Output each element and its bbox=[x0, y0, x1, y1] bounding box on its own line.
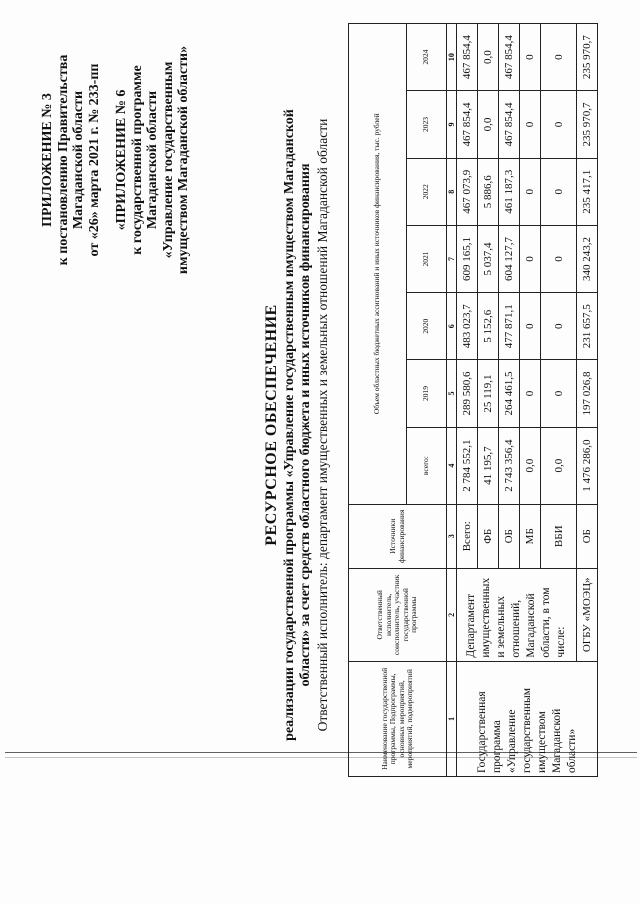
value-cell: 0 bbox=[541, 158, 577, 225]
annex-ref-line: Магаданской области bbox=[145, 90, 160, 230]
value-cell: 467 854,4 bbox=[499, 91, 520, 158]
executor-cell: ОГБУ «МОЭЦ» bbox=[577, 568, 598, 661]
value-cell: 0,0 bbox=[478, 24, 499, 91]
value-cell: 0 bbox=[520, 225, 541, 292]
value-cell: 0 bbox=[541, 293, 577, 360]
value-cell: 1 476 286,0 bbox=[577, 427, 598, 504]
value-cell: 197 026,8 bbox=[577, 360, 598, 427]
value-cell: 340 243,2 bbox=[577, 225, 598, 292]
value-cell: 0 bbox=[541, 91, 577, 158]
document-subtitle: реализации государственной программы «Управление государственным имуществом Магаданской bbox=[282, 109, 297, 741]
annex-ref-line: Магаданской области bbox=[71, 90, 86, 230]
column-number: 10 bbox=[447, 24, 457, 91]
value-cell: 0 bbox=[520, 24, 541, 91]
value-cell: 5 152,6 bbox=[478, 293, 499, 360]
column-number: 8 bbox=[447, 158, 457, 225]
value-cell: 289 580,6 bbox=[457, 360, 478, 427]
header-year: 2023 bbox=[407, 91, 447, 158]
header-source: Источники финансирования bbox=[349, 504, 447, 568]
value-cell: 477 871,1 bbox=[499, 293, 520, 360]
source-cell: Всего: bbox=[457, 504, 478, 568]
annex-ref-line: имуществом Магаданской области» bbox=[176, 45, 191, 275]
column-number: 9 bbox=[447, 91, 457, 158]
value-cell: 0 bbox=[541, 24, 577, 91]
column-number: 5 bbox=[447, 360, 457, 427]
source-cell: ВБИ bbox=[541, 504, 577, 568]
responsible-executor: Ответственный исполнитель: департамент имущественных и земельных отношений Магаданской области bbox=[315, 118, 330, 732]
header-year: 2024 bbox=[407, 24, 447, 91]
value-cell: 0 bbox=[520, 293, 541, 360]
header-program-name: Наименование государственной программы, Подпрограммы, основных мероприятий, мероприятий, подмероприятий bbox=[349, 661, 447, 776]
header-year: 2019 bbox=[407, 360, 447, 427]
column-number: 7 bbox=[447, 225, 457, 292]
annex-number: ПРИЛОЖЕНИЕ № 3 bbox=[40, 93, 55, 227]
value-cell: 461 187,3 bbox=[499, 158, 520, 225]
value-cell: 0 bbox=[541, 225, 577, 292]
value-cell: 0 bbox=[520, 91, 541, 158]
value-cell: 0,0 bbox=[541, 427, 577, 504]
annex-ref-line: к государственной программе bbox=[129, 65, 145, 255]
value-cell: 231 657,5 bbox=[577, 293, 598, 360]
value-cell: 264 461,5 bbox=[499, 360, 520, 427]
document-heading: РЕСУРСНОЕ ОБЕСПЕЧЕНИЕ bbox=[263, 304, 280, 546]
value-cell: 467 854,4 bbox=[457, 91, 478, 158]
annex-inner-number: «ПРИЛОЖЕНИЕ № 6 bbox=[114, 89, 129, 231]
source-cell: МБ bbox=[520, 504, 541, 568]
annex-ref-line: к постановлению Правительства bbox=[55, 54, 71, 266]
value-cell: 0,0 bbox=[520, 427, 541, 504]
resource-table bbox=[348, 23, 598, 777]
source-cell: ОБ bbox=[577, 504, 598, 568]
annex-ref-line: «Управление государственным bbox=[160, 61, 176, 259]
value-cell: 467 073,9 bbox=[457, 158, 478, 225]
header-year: 2020 bbox=[407, 293, 447, 360]
value-cell: 235 417,1 bbox=[577, 158, 598, 225]
value-cell: 5 886,6 bbox=[478, 158, 499, 225]
value-cell: 483 023,7 bbox=[457, 293, 478, 360]
value-cell: 235 970,7 bbox=[577, 91, 598, 158]
source-cell: ОБ bbox=[499, 504, 520, 568]
column-number: 3 bbox=[447, 504, 457, 568]
value-cell: 41 195,7 bbox=[478, 427, 499, 504]
value-cell: 604 127,7 bbox=[499, 225, 520, 292]
column-number: 1 bbox=[447, 661, 457, 776]
value-cell: 235 970,7 bbox=[577, 24, 598, 91]
value-cell: 0 bbox=[520, 360, 541, 427]
value-cell: 467 854,4 bbox=[457, 24, 478, 91]
annex-block bbox=[40, 25, 192, 295]
header-executor: Ответственный исполнитель, соисполнитель, участник государственной программы bbox=[349, 568, 447, 661]
executor-cell: Департамент имущественных и земельных отношений, Магаданской области, в том числе: bbox=[457, 568, 577, 661]
value-cell: 0 bbox=[520, 158, 541, 225]
column-number: 2 bbox=[447, 568, 457, 661]
header-year: 2021 bbox=[407, 225, 447, 292]
column-number: 6 bbox=[447, 293, 457, 360]
source-cell: ФБ bbox=[478, 504, 499, 568]
header-year: 2022 bbox=[407, 158, 447, 225]
header-funding-group: Объем областных бюджетных ассигнований и иных источников финансирования, тыс. рублей bbox=[349, 24, 407, 505]
value-cell: 0,0 bbox=[478, 91, 499, 158]
column-number: 4 bbox=[447, 427, 457, 504]
value-cell: 609 165,1 bbox=[457, 225, 478, 292]
annex-date: от «26» марта 2021 г. № 233-пп bbox=[86, 63, 102, 257]
header-total: всего: bbox=[407, 427, 447, 504]
program-name-cell: Государственная программа «Управление государственным имуществом Магаданской области» bbox=[457, 661, 598, 776]
value-cell: 467 854,4 bbox=[499, 24, 520, 91]
document-subtitle: области» за счет средств областного бюджета и иных источников финансирования bbox=[298, 163, 313, 687]
value-cell: 2 743 356,4 bbox=[499, 427, 520, 504]
value-cell: 2 784 552,1 bbox=[457, 427, 478, 504]
value-cell: 25 119,1 bbox=[478, 360, 499, 427]
value-cell: 0 bbox=[541, 360, 577, 427]
title-block bbox=[262, 55, 332, 795]
value-cell: 5 037,4 bbox=[478, 225, 499, 292]
